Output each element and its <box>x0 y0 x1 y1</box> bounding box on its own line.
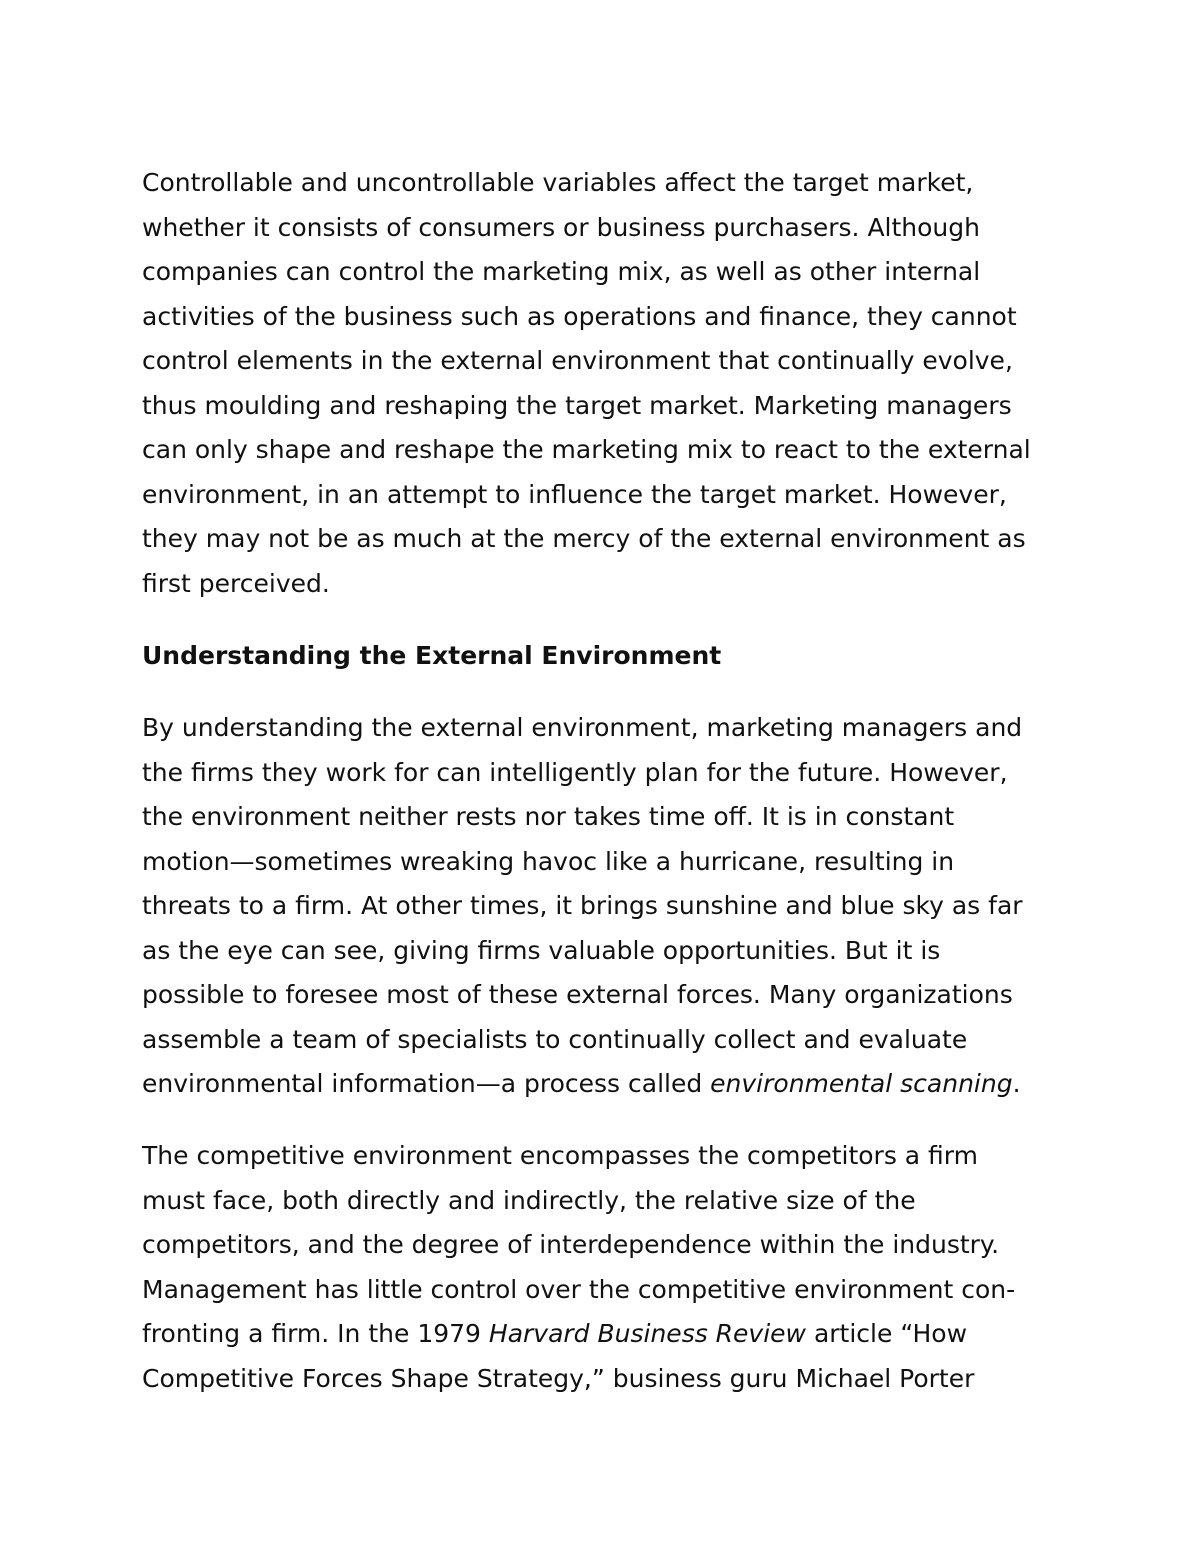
text-run: article “How <box>806 1319 968 1348</box>
text-line <box>142 1062 1062 1107</box>
text-line: as the eye can see, giving firms valuable opportunities. But it is <box>142 935 941 965</box>
text-line: competitors, and the degree of interdependence within the industry. <box>142 1230 1000 1259</box>
text-line: Management has little control over the competitive environment con- <box>142 1274 1016 1304</box>
text-line: assemble a team of specialists to continually collect and evaluate <box>142 1024 968 1054</box>
text-line: Competitive Forces Shape Strategy,” business guru Michael Porter <box>142 1363 975 1393</box>
text-line: Controllable and uncontrollable variables affect the target market, <box>142 168 974 197</box>
text-line: can only shape and reshape the marketing mix to react to the external <box>142 435 1031 464</box>
text-line: thus moulding and reshaping the target market. Marketing managers <box>142 390 1012 420</box>
text-line: possible to foresee most of these external forces. Many organizations <box>142 980 1013 1009</box>
text-line: first perceived. <box>142 568 330 598</box>
text-run: . <box>1012 1069 1021 1098</box>
text-run: environmental information—a process called <box>142 1069 711 1098</box>
text-line: environment, in an attempt to influence the target market. However, <box>142 479 1007 509</box>
text-line: By understanding the external environment, marketing managers and <box>142 713 1023 742</box>
text-line: must face, both directly and indirectly, the relative size of the <box>142 1185 916 1215</box>
text-line: companies can control the marketing mix, as well as other internal <box>142 257 981 286</box>
paragraph-external-environment <box>142 706 1062 1107</box>
text-line <box>142 1312 1062 1357</box>
paragraph-intro <box>142 161 1062 606</box>
text-line: they may not be as much at the mercy of the external environment as <box>142 524 1026 553</box>
text-line: The competitive environment encompasses the competitors a firm <box>142 1141 978 1170</box>
emphasized-term: environmental scanning <box>710 1069 1013 1098</box>
text-line: activities of the business such as operations and finance, they cannot <box>142 301 1017 331</box>
text-run: fronting a firm. In the 1979 <box>142 1319 489 1348</box>
paragraph-competitive-environment <box>142 1134 1062 1401</box>
text-line: the firms they work for can intelligently plan for the future. However, <box>142 757 1008 787</box>
text-line: threats to a firm. At other times, it brings sunshine and blue sky as far <box>142 891 1023 920</box>
journal-title: Harvard Business Review <box>488 1319 807 1348</box>
text-line: control elements in the external environment that continually evolve, <box>142 346 1013 375</box>
section-heading: Understanding the External Environment <box>142 641 722 670</box>
text-line: whether it consists of consumers or business purchasers. Although <box>142 212 980 242</box>
text-line: the environment neither rests nor takes time off. It is in constant <box>142 802 955 831</box>
text-line: motion—sometimes wreaking havoc like a hurricane, resulting in <box>142 846 955 876</box>
